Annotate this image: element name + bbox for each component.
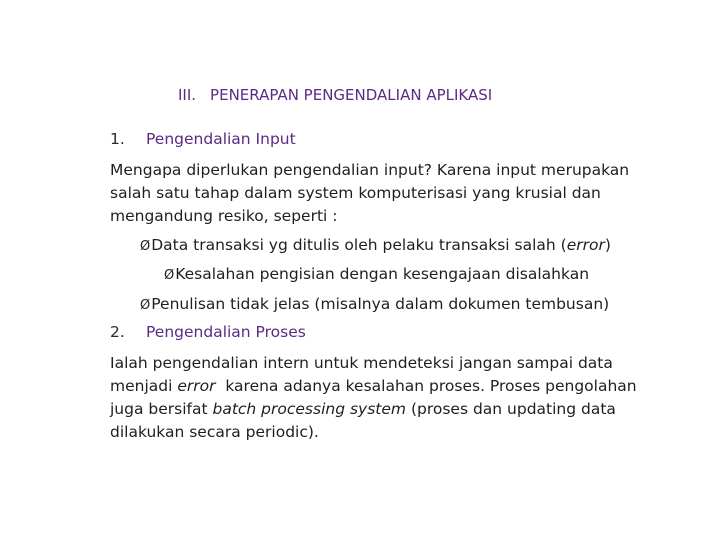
proses-line: Ialah pengendalian intern untuk mendeteksi jangan sampai data <box>110 354 613 372</box>
proses-line-text: (proses dan updating data <box>406 400 616 418</box>
input-intro-line: mengandung resiko, seperti : <box>110 207 338 225</box>
input-intro-paragraph <box>110 159 670 228</box>
list-item-text: Penulisan tidak jelas (misalnya dalam dokumen tembusan) <box>151 295 610 313</box>
heading-input-text: Pengendalian Input <box>146 130 296 148</box>
arrow-bullet-icon: Ø <box>140 239 151 254</box>
list-item-text-end: ) <box>604 236 611 254</box>
list-item-text: Data transaksi yg ditulis oleh pelaku transaksi salah ( <box>151 236 567 254</box>
heading-proses <box>110 323 306 341</box>
heading-proses-text: Pengendalian Proses <box>146 323 306 341</box>
proses-line: dilakukan secara periodic). <box>110 423 319 441</box>
list-item-italic: error <box>566 236 605 254</box>
proses-paragraph <box>110 352 670 444</box>
arrow-bullet-icon: Ø <box>140 298 151 313</box>
list-item <box>140 295 609 313</box>
input-intro-line: Mengapa diperlukan pengendalian input? Karena input merupakan <box>110 161 630 179</box>
section-number: III. <box>178 86 197 104</box>
heading-input-number: 1. <box>110 130 125 148</box>
proses-line <box>110 375 670 398</box>
section-title-text: PENERAPAN PENGENDALIAN APLIKASI <box>210 86 493 104</box>
proses-line-text: karena adanya kesalahan proses. Proses pengolahan <box>215 377 637 395</box>
section-title <box>178 86 492 104</box>
proses-line-text: menjadi <box>110 377 178 395</box>
list-item <box>164 265 589 283</box>
list-item-text: Kesalahan pengisian dengan kesengajaan disalahkan <box>175 265 590 283</box>
heading-input <box>110 130 296 148</box>
proses-line-italic: batch processing system <box>212 400 407 418</box>
input-intro-line: salah satu tahap dalam system komputerisasi yang krusial dan <box>110 184 601 202</box>
arrow-bullet-icon: Ø <box>164 268 175 283</box>
list-item <box>140 236 611 254</box>
proses-line-italic: error <box>177 377 216 395</box>
heading-proses-number: 2. <box>110 323 125 341</box>
proses-line-text: juga bersifat <box>110 400 213 418</box>
proses-line <box>110 398 670 421</box>
